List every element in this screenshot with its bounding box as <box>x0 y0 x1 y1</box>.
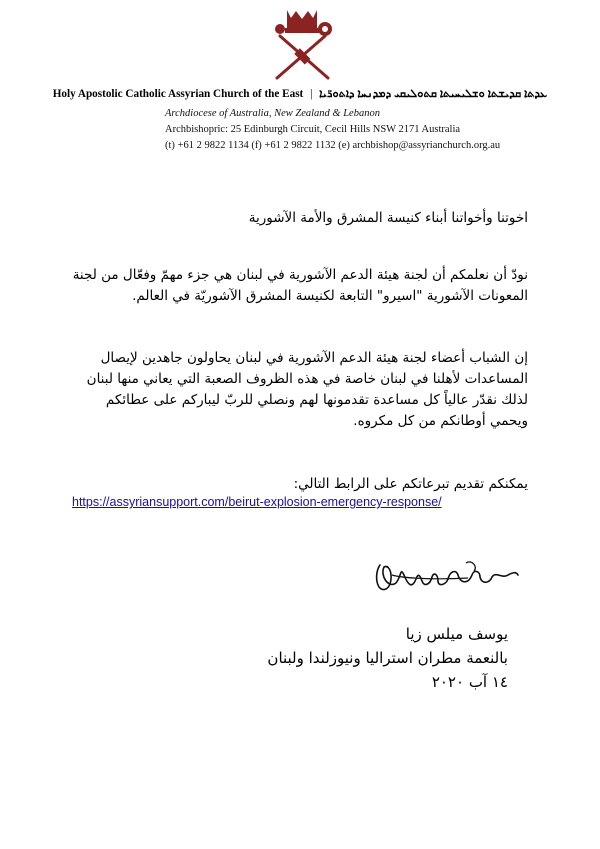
church-crest-logo <box>265 6 340 84</box>
archdiocese-line: Archdiocese of Australia, New Zealand & Lebanon <box>165 108 380 119</box>
signatory-title: بالنعمة مطران استراليا ونيوزلندا ولبنان <box>267 649 508 667</box>
paragraph-1: نودّ أن نعلمكم أن لجنة هيئة الدعم الآشورية في لبنان هي جزء مهمّ وفعّال من لجنة المعونات الآشورية "اسيرو" التابعة لكنيسة المشرق الآشوريّة في العالم. <box>72 267 528 304</box>
address-line: Archbishopric: 25 Edinburgh Circuit, Cecil Hills NSW 2171 Australia <box>165 124 461 135</box>
title-separator: | <box>310 88 313 100</box>
church-name-english: Holy Apostolic Catholic Assyrian Church of the East <box>52 88 304 100</box>
letterhead-title <box>0 88 600 101</box>
signatory-name: يوسف ميلس زيا <box>405 625 508 643</box>
paragraph-2: إن الشباب أعضاء لجنة هيئة الدعم الآشورية في لبنان يحاولون جاهدين لإيصال المساعدات لأهلنا في لبنان خاصة في هذه الظروف الصعبة التي يعاني منها لبنان لذلك نقدّر عالياً كل مساعدة تقدمونها لهم ونصلي للربّ ليباركم على عطائكم ويحمي أوطانكم من كل مكروه. <box>86 350 528 429</box>
donation-link[interactable]: https://assyriansupport.com/beirut-explosion-emergency-response/ <box>72 495 442 509</box>
greeting: اخوتنا وأخواتنا أبناء كنيسة المشرق والأمة الآشورية <box>248 210 528 226</box>
handwritten-signature <box>372 545 522 605</box>
contact-line: (t) +61 2 9822 1134 (f) +61 2 9822 1132 (e) archbishop@assyrianchurch.org.au <box>165 140 501 151</box>
church-name-syriac: ܥܕܬܐ ܩܕܝܫܬܐ ܘܫܠܝܚܝܬܐ ܩܬܘܠܝܩܝ ܕܡܕܢܚܐ ܕܐܬܘܪ̈ܝܐ <box>319 88 548 100</box>
donation-prompt: يمكنكم تقديم تبرعاتكم على الرابط التالي: <box>293 476 528 492</box>
letter-date: ١٤ آب ٢٠٢٠ <box>431 673 508 691</box>
